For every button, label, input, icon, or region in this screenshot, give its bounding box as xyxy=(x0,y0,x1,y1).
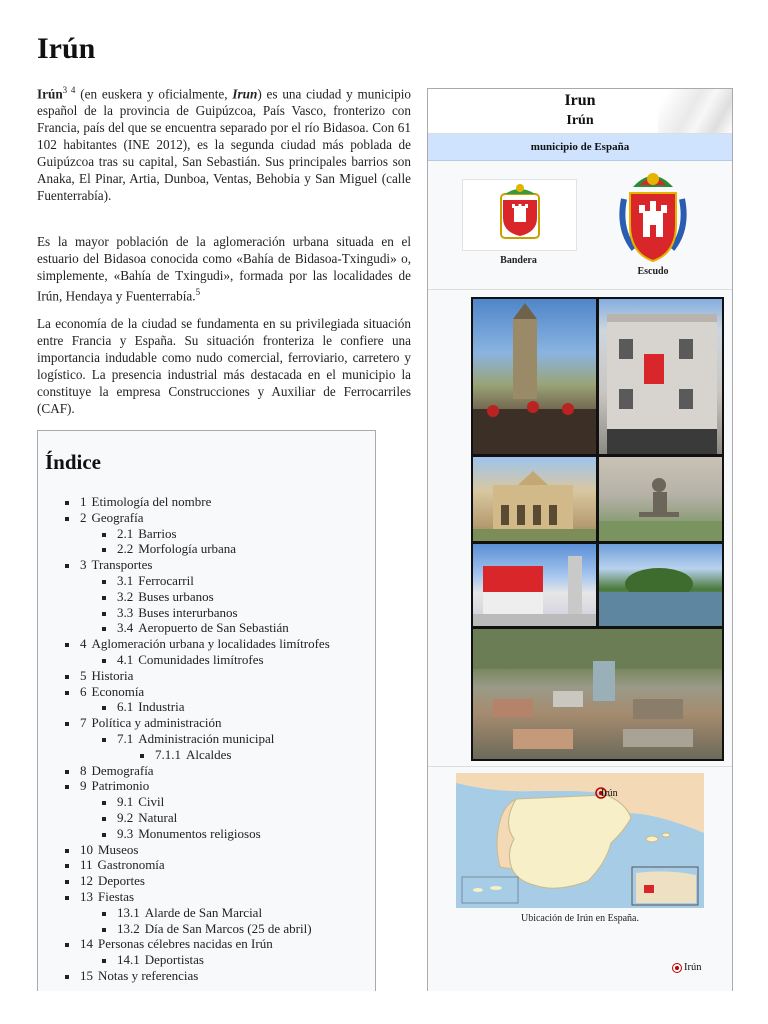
photo-statue[interactable] xyxy=(599,457,722,541)
toc-item-number: 1 xyxy=(80,494,87,509)
toc-item-label[interactable]: Personas célebres nacidas en Irún xyxy=(98,936,273,952)
location-map[interactable] xyxy=(456,773,704,908)
intro-paragraph-3 xyxy=(37,315,411,417)
aerial-city-icon xyxy=(473,629,722,759)
toc-item[interactable] xyxy=(95,699,330,715)
toc-item-number: 4.1 xyxy=(117,651,134,667)
intro-paragraph-2 xyxy=(37,233,411,304)
town-hall-icon xyxy=(473,457,596,541)
toc-item[interactable] xyxy=(58,510,330,526)
toc-item-number: 3.3 xyxy=(117,604,134,620)
toc-item-number: 14 xyxy=(80,936,93,952)
photo-church-parade[interactable] xyxy=(473,299,596,454)
toc-item[interactable] xyxy=(95,589,330,605)
toc-item-number: 9 xyxy=(80,778,87,794)
photo-river-island[interactable] xyxy=(599,544,722,626)
toc-item[interactable] xyxy=(95,905,330,921)
toc-item-label[interactable]: Industria xyxy=(138,699,185,715)
flag-shield-icon xyxy=(463,180,576,250)
toc-item[interactable] xyxy=(133,747,330,763)
toc-item-label[interactable]: Buses urbanos xyxy=(138,588,214,604)
toc-item-label[interactable]: Deportistas xyxy=(144,952,204,968)
toc-item-number: 9.2 xyxy=(117,809,134,825)
toc-item-number: 7.1 xyxy=(117,730,134,746)
toc-item-label[interactable]: Día de San Marcos (25 de abril) xyxy=(144,920,312,936)
flag-label: Bandera xyxy=(500,255,537,266)
lead-term: Irún xyxy=(37,86,63,102)
intro-text: Es la mayor población de la aglomeración urbana situada en el estuario del Bidasoa conocida como «Bahía de Bidasoa-Txingudi» o, simplemente, «Bahía de Txingudi», formada por las localidades de Irún, Hendaya y Fuenterrabía. xyxy=(37,234,411,304)
infobox-official-name: Irún xyxy=(566,113,594,128)
toc-item-label[interactable]: Civil xyxy=(138,794,165,810)
toc-item-label[interactable]: Patrimonio xyxy=(91,778,150,794)
toc-item-number: 14.1 xyxy=(117,952,140,968)
infobox-type-band[interactable]: municipio de España xyxy=(428,134,732,161)
toc-item-number: 15 xyxy=(80,967,93,983)
divider xyxy=(428,766,732,767)
toc-item-number: 3 xyxy=(80,557,87,573)
infobox-header xyxy=(428,89,732,134)
toc-item-number: 9.1 xyxy=(117,794,134,810)
toc-item-label[interactable]: Transportes xyxy=(91,557,153,573)
toc-item-number: 7.1.1 xyxy=(155,746,181,762)
toc-item-number: 8 xyxy=(80,762,87,778)
modern-building-icon xyxy=(473,544,596,626)
toc-item[interactable] xyxy=(58,763,330,779)
toc-item-label[interactable]: Aglomeración urbana y localidades limítrofes xyxy=(91,636,330,652)
toc-item-label[interactable]: Etimología del nombre xyxy=(91,494,212,509)
toc-item[interactable] xyxy=(58,936,330,952)
toc-item-label[interactable]: Natural xyxy=(138,809,178,825)
toc-item-label[interactable]: Notas y referencias xyxy=(98,967,199,983)
toc-item-number: 12 xyxy=(80,873,93,889)
toc-item-label[interactable]: Administración municipal xyxy=(138,730,275,746)
toc-item[interactable] xyxy=(95,620,330,636)
toc-title: Índice xyxy=(45,450,102,474)
toc-item-number: 7 xyxy=(80,715,87,731)
toc-item[interactable] xyxy=(58,873,330,889)
toc-item[interactable] xyxy=(58,494,330,510)
reference-link[interactable]: 5 xyxy=(195,287,201,297)
table-of-contents xyxy=(37,430,376,991)
toc-item-label[interactable]: Alcaldes xyxy=(186,746,232,762)
toc-item-label[interactable]: Alarde de San Marcial xyxy=(144,904,263,920)
toc-item[interactable] xyxy=(95,921,330,937)
toc-item-number: 11 xyxy=(80,857,93,873)
photo-modern-building[interactable] xyxy=(473,544,596,626)
toc-item-number: 3.1 xyxy=(117,572,134,588)
intro-paragraph-1 xyxy=(37,82,411,204)
toc-item-label[interactable]: Barrios xyxy=(138,525,177,541)
toc-item-number: 5 xyxy=(80,667,87,683)
photo-building-facade[interactable] xyxy=(599,299,722,454)
toc-item-number: 2.2 xyxy=(117,541,134,557)
toc-item-label[interactable]: Gastronomía xyxy=(97,857,165,873)
map-legend xyxy=(672,962,702,973)
toc-item[interactable] xyxy=(58,778,330,794)
statue-icon xyxy=(599,457,722,541)
toc-item-number: 2 xyxy=(80,509,87,525)
toc-item-number: 13.2 xyxy=(117,920,140,936)
toc-item-label[interactable]: Historia xyxy=(91,667,134,683)
map-caption: Ubicación de Irún en España. xyxy=(520,913,639,924)
toc-item[interactable] xyxy=(95,952,330,968)
native-name: Irun xyxy=(232,86,258,102)
photo-aerial-view[interactable] xyxy=(473,629,722,759)
toc-item-number: 3.4 xyxy=(117,620,134,636)
toc-item-label[interactable]: Buses interurbanos xyxy=(138,604,238,620)
toc-item[interactable] xyxy=(58,889,330,905)
toc-item[interactable] xyxy=(58,842,330,858)
toc-item[interactable] xyxy=(95,652,330,668)
flag-image[interactable] xyxy=(462,179,577,251)
page-title: Irún xyxy=(37,32,96,65)
river-island-icon xyxy=(599,544,722,626)
toc-item[interactable] xyxy=(58,968,330,984)
intro-text: ) es una ciudad y municipio español de la provincia de Guipúzcoa, País Vasco, fronterizo con Francia, país del que se encuentra separado por el río Bidasoa. Con 61 102 habitantes (INE 2012), es la segunda ciudad más poblada de Guipúzcoa tras su capital, San Sebastián. Sus principales barrios son Anaka, El Pinar, Artia, Dunboa, Ventas, Behobia y San Miguel (calle Fuenterrabía). xyxy=(37,86,412,204)
toc-item[interactable] xyxy=(58,684,330,700)
toc-item-label[interactable]: Demografía xyxy=(91,762,154,778)
location-marker-icon xyxy=(672,963,682,973)
toc-item-label[interactable]: Política y administración xyxy=(91,715,222,731)
toc-item[interactable] xyxy=(58,857,330,873)
toc-item-label[interactable]: Fiestas xyxy=(98,888,135,904)
toc-item-label[interactable]: Economía xyxy=(91,683,145,699)
toc-item-number: 6 xyxy=(80,683,87,699)
toc-item[interactable] xyxy=(95,573,330,589)
toc-item-number: 13.1 xyxy=(117,904,140,920)
building-icon xyxy=(599,299,722,454)
toc-item[interactable] xyxy=(95,541,330,557)
coat-of-arms-label: Escudo xyxy=(637,266,669,277)
toc-item[interactable] xyxy=(95,605,330,621)
toc-item-label[interactable]: Morfología urbana xyxy=(138,541,237,557)
toc-item-label[interactable]: Geografía xyxy=(91,509,144,525)
reference-link[interactable]: 3 4 xyxy=(62,85,76,95)
toc-item-label[interactable]: Ferrocarril xyxy=(138,572,194,588)
intro-text: (en euskera y oficialmente, xyxy=(75,86,233,102)
spain-map-icon xyxy=(456,773,704,908)
toc-item[interactable] xyxy=(95,826,330,842)
intro-text: La economía de la ciudad se fundamenta en su privilegiada situación entre Francia y España. Su situación fronteriza le confiere una importancia indudable como nudo comercial, ferroviario, carretero y logístico. La presencia industrial más destacada en el municipio la constituye la empresa Construcciones y Auxiliar de Ferrocarriles (CAF). xyxy=(37,316,411,416)
toc-item-label[interactable]: Deportes xyxy=(98,873,145,889)
toc-item-label[interactable]: Monumentos religiosos xyxy=(138,825,261,841)
toc-item[interactable] xyxy=(95,731,330,747)
legend-label: Irún xyxy=(684,962,702,973)
toc-item-number: 3.2 xyxy=(117,588,134,604)
toc-item-label[interactable]: Museos xyxy=(98,841,139,857)
toc-item[interactable] xyxy=(95,810,330,826)
map-marker-label: Irún xyxy=(601,788,618,799)
divider xyxy=(428,289,732,290)
infobox xyxy=(427,88,733,991)
toc-item-number: 13 xyxy=(80,888,93,904)
toc-item[interactable] xyxy=(58,557,330,573)
toc-item[interactable] xyxy=(95,526,330,542)
toc-item[interactable] xyxy=(58,715,330,731)
toc-item[interactable] xyxy=(58,636,330,652)
toc-item-number: 2.1 xyxy=(117,525,134,541)
toc-item-number: 9.3 xyxy=(117,825,134,841)
toc-list xyxy=(58,494,330,984)
toc-item-label[interactable]: Comunidades limítrofes xyxy=(138,651,264,667)
toc-item[interactable] xyxy=(95,794,330,810)
infobox-name: Irun xyxy=(564,92,596,109)
photo-collage[interactable] xyxy=(471,297,724,761)
toc-item-number: 10 xyxy=(80,841,93,857)
coat-of-arms-icon[interactable] xyxy=(618,169,688,264)
toc-item-number: 6.1 xyxy=(117,699,134,715)
toc-item-label[interactable]: Aeropuerto de San Sebastián xyxy=(138,620,289,636)
toc-item-number: 4 xyxy=(80,636,87,652)
church-tower-icon xyxy=(473,299,596,454)
toc-item[interactable] xyxy=(58,668,330,684)
photo-town-hall[interactable] xyxy=(473,457,596,541)
